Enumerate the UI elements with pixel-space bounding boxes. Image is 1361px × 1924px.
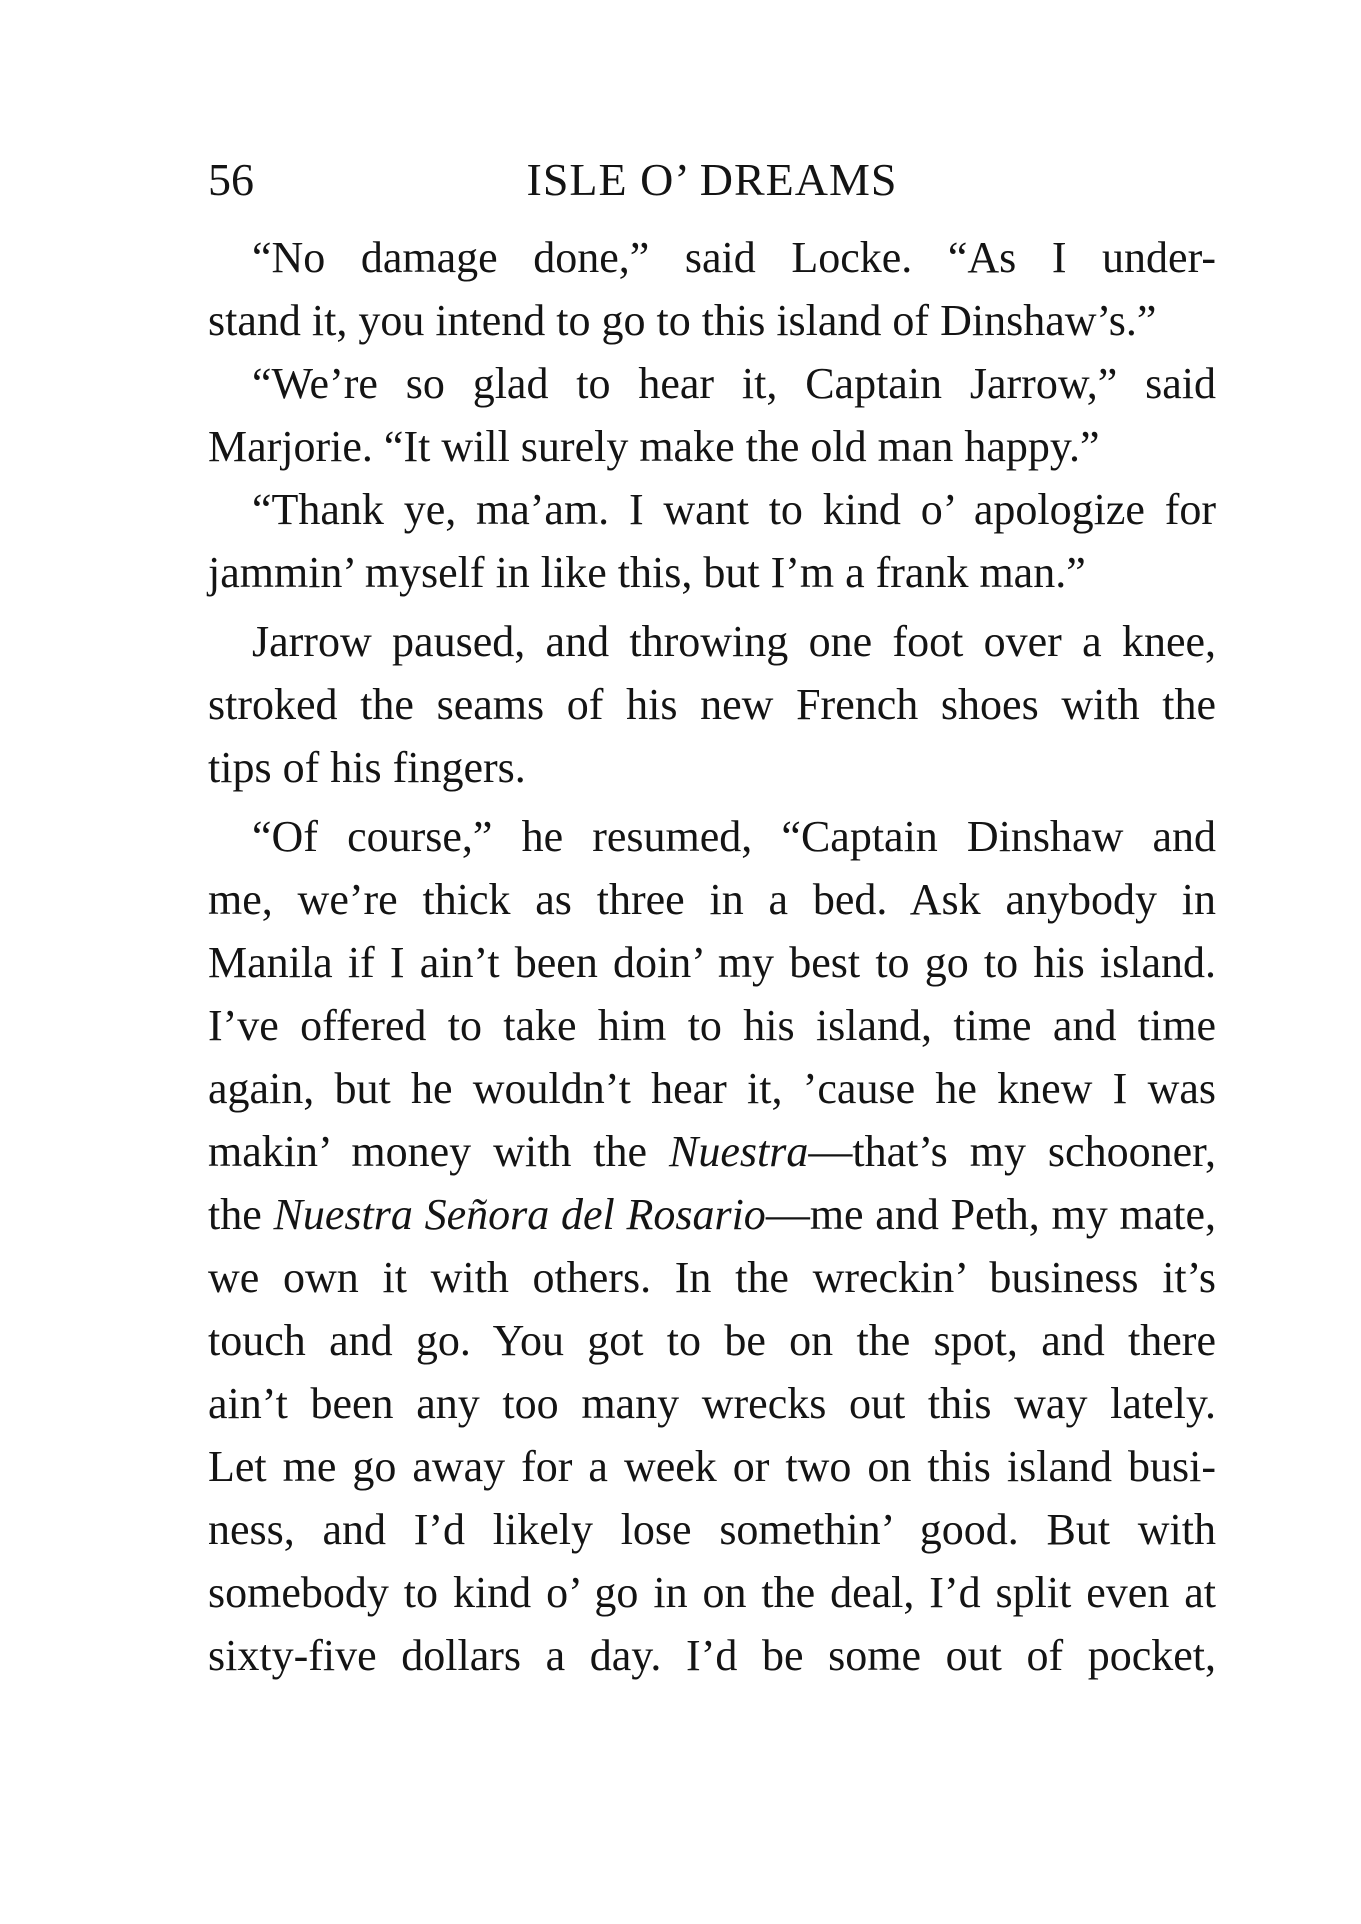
text-line: “Thank ye, ma’am. I want to kind o’ apologize for bbox=[252, 485, 1216, 534]
paragraph-1 bbox=[208, 226, 1216, 352]
text-line: jammin’ myself in like this, but I’m a frank man.” bbox=[208, 548, 1086, 597]
running-title: ISLE O’ DREAMS bbox=[526, 154, 898, 205]
paragraph-5 bbox=[208, 805, 1216, 1687]
line-text-after: —me and Peth, my mate, bbox=[765, 1190, 1216, 1239]
body-text bbox=[208, 226, 1216, 1687]
italic-ship-name: Nuestra bbox=[669, 1127, 809, 1176]
text-line: Marjorie. “It will surely make the old man happy.” bbox=[208, 422, 1100, 471]
text-line: Jarrow paused, and throwing one foot over a knee, bbox=[252, 617, 1216, 666]
text-line: stroked the seams of his new French shoes with the bbox=[208, 680, 1216, 729]
text-line: ness, and I’d likely lose somethin’ good. But with bbox=[208, 1505, 1216, 1554]
line-text-before: makin’ money with the bbox=[208, 1127, 670, 1176]
paragraph-4 bbox=[208, 610, 1216, 799]
text-line: again, but he wouldn’t hear it, ’cause he knew I was bbox=[208, 1064, 1216, 1113]
paragraph-3 bbox=[208, 478, 1216, 604]
page-header bbox=[208, 150, 1216, 210]
text-line: somebody to kind o’ go in on the deal, I’d split even at bbox=[208, 1568, 1216, 1617]
text-line: touch and go. You got to be on the spot, and there bbox=[208, 1316, 1216, 1365]
paragraph-2 bbox=[208, 352, 1216, 478]
text-line: “Of course,” he resumed, “Captain Dinshaw and bbox=[252, 812, 1216, 861]
italic-ship-full-name: Nuestra Señora del Rosario bbox=[273, 1190, 766, 1239]
line-text-after: —that’s my schooner, bbox=[808, 1127, 1216, 1176]
text-line-with-italic bbox=[208, 1120, 1216, 1183]
text-line: stand it, you intend to go to this island of Dinshaw’s.” bbox=[208, 296, 1157, 345]
text-line: ain’t been any too many wrecks out this way lately. bbox=[208, 1379, 1216, 1428]
line-text-before: the bbox=[208, 1190, 274, 1239]
page-number: 56 bbox=[208, 154, 254, 205]
text-line-with-italic bbox=[208, 1183, 1216, 1246]
text-line: Let me go away for a week or two on this island busi- bbox=[208, 1442, 1216, 1491]
text-line: we own it with others. In the wreckin’ business it’s bbox=[208, 1253, 1216, 1302]
text-line: me, we’re thick as three in a bed. Ask anybody in bbox=[208, 875, 1216, 924]
text-line: Manila if I ain’t been doin’ my best to go to his island. bbox=[208, 938, 1216, 987]
text-line: sixty-five dollars a day. I’d be some out of pocket, bbox=[208, 1631, 1216, 1680]
text-line: tips of his fingers. bbox=[208, 743, 526, 792]
text-line: I’ve offered to take him to his island, time and time bbox=[208, 1001, 1216, 1050]
text-line: “We’re so glad to hear it, Captain Jarrow,” said bbox=[252, 359, 1216, 408]
text-line: “No damage done,” said Locke. “As I under- bbox=[252, 233, 1216, 282]
